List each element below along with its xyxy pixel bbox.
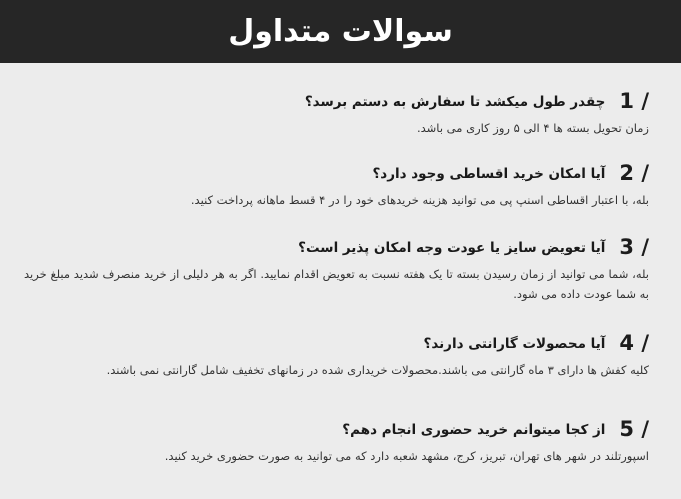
faq-number: 1 / (619, 89, 649, 113)
page-header (0, 0, 681, 63)
faq-question-row[interactable] (24, 237, 649, 258)
faq-number: 5 / (619, 417, 649, 441)
faq-question-row[interactable] (24, 333, 649, 354)
faq-answer: اسپورتلند در شهر های تهران، تبریز، کرج، مشهد شعبه دارد که می توانید به صورت حضوری خرید کنید. (164, 449, 649, 463)
faq-item (24, 163, 649, 210)
faq-question: چقدر طول میکشد تا سفارش به دستم برسد؟ (304, 93, 606, 110)
faq-answer: بله، شما می توانید از زمان رسیدن بسته تا یک هفته نسبت به تعویض اقدام نمایید. اگر به هر دلیلی از خرید منصرف شدید مبلغ خرید به شما عودت داده می شود. (24, 267, 649, 301)
faq-item (24, 91, 649, 138)
faq-question: آیا امکان خرید اقساطی وجود دارد؟ (372, 165, 606, 182)
faq-answer: زمان تحویل بسته ها ۴ الی ۵ روز کاری می باشد. (416, 121, 649, 135)
faq-question: آیا محصولات گارانتی دارند؟ (423, 335, 606, 352)
faq-item (24, 333, 649, 380)
faq-question-row[interactable] (24, 419, 649, 440)
page-title: سوالات متداول (228, 14, 453, 49)
faq-number: 3 / (619, 235, 649, 259)
faq-item (24, 419, 649, 466)
faq-number: 4 / (619, 331, 649, 355)
faq-answer: کلیه کفش ها دارای ۳ ماه گارانتی می باشند.محصولات خریداری شده در زمانهای تخفیف شامل گارانتی نمی باشند. (106, 363, 649, 377)
faq-question: از کجا میتوانم خرید حضوری انجام دهم؟ (342, 421, 606, 438)
faq-answer: بله، با اعتبار اقساطی اسنپ پی می توانید هزینه خریدهای خود را در ۴ قسط ماهانه پرداخت کنید. (190, 193, 649, 207)
faq-item (24, 237, 649, 304)
faq-question-row[interactable] (24, 91, 649, 112)
faq-list (0, 63, 681, 499)
faq-question-row[interactable] (24, 163, 649, 184)
faq-number: 2 / (619, 161, 649, 185)
faq-question: آیا تعویض سایز یا عودت وجه امکان پذیر است؟ (298, 239, 606, 256)
